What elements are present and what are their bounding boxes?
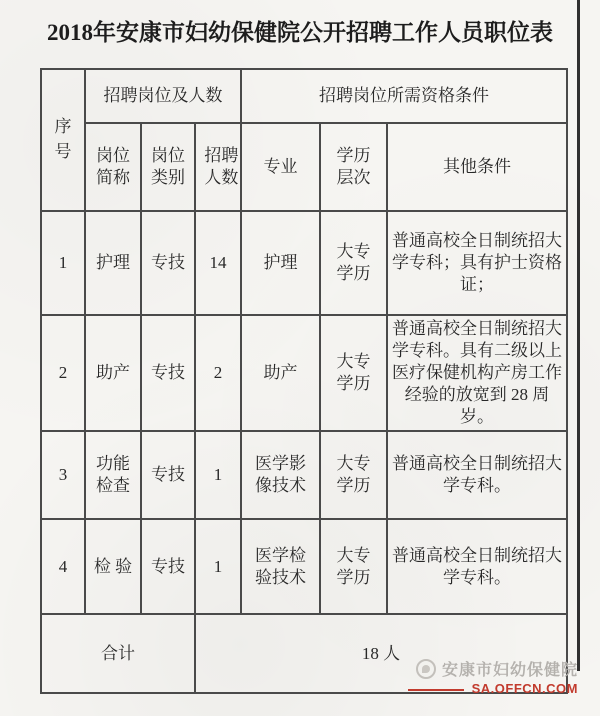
cell-category: 专技 [141,211,195,315]
cell-major-text: 护理 [263,252,298,272]
page-title: 2018年安康市妇幼保健院公开招聘工作人员职位表 [47,20,553,45]
hospital-watermark-text: 安康市妇幼保健院 [441,662,578,679]
cell-post [85,431,141,519]
header-education-label: 学历层次 [336,145,371,187]
cell-seq: 1 [41,211,85,315]
cell-post-text: 功能检查 [96,454,130,496]
cell-major-text: 医学影像技术 [255,454,307,496]
cell-post-text: 助产 [96,363,130,383]
header-category [141,123,195,211]
total-value-cell: 18 人 [195,614,567,693]
cell-seq: 4 [41,519,85,614]
header-group-qualifications: 招聘岗位所需资格条件 [241,69,567,123]
cell-conditions: 普通高校全日制统招大学专科。具有二级以上医疗保健机构产房工作经验的放宽到 28 周岁。 [387,315,567,431]
cell-major [241,431,320,519]
cell-conditions: 普通高校全日制统招大学专科。 [387,519,567,614]
header-group-positions: 招聘岗位及人数 [85,69,241,123]
header-row-groups [41,69,567,123]
photo-edge-line [577,0,580,671]
cell-education [320,315,387,431]
cell-conditions: 普通高校全日制统招大学专科；具有护士资格证； [387,211,567,315]
table-row [41,519,567,614]
header-row-columns [41,123,567,211]
cell-post-text: 检 验 [93,556,133,576]
header-major: 专业 [241,123,320,211]
header-post-label: 岗位简称 [96,145,130,187]
hospital-watermark [0,657,578,680]
cell-education-text: 大专学历 [336,241,371,283]
cell-post [85,519,141,614]
header-count-label: 招聘人数 [204,145,239,187]
site-watermark-text: SA.OFFCN.COM [471,681,578,696]
cell-education-text: 大专学历 [336,545,371,587]
hospital-logo-icon [416,659,436,679]
table-row [41,211,567,315]
header-education [320,123,387,211]
cell-post [85,315,141,431]
header-category-label: 岗位类别 [151,145,185,187]
header-conditions: 其他条件 [387,123,567,211]
cell-count: 1 [195,519,241,614]
table-row [41,431,567,519]
cell-education [320,519,387,614]
cell-education [320,431,387,519]
cell-seq: 3 [41,431,85,519]
header-seq [41,69,85,211]
cell-count: 14 [195,211,241,315]
cell-conditions: 普通高校全日制统招大学专科。 [387,431,567,519]
total-label-cell: 合计 [41,614,195,693]
header-count [195,123,241,211]
red-underline-line [408,689,464,691]
cell-count: 2 [195,315,241,431]
cell-major [241,519,320,614]
cell-category: 专技 [141,519,195,614]
header-post [85,123,141,211]
header-seq-label: 序号 [54,117,72,161]
cell-major-text: 助产 [263,363,298,383]
cell-education [320,211,387,315]
table-row [41,315,567,431]
cell-count: 1 [195,431,241,519]
cell-seq: 2 [41,315,85,431]
site-watermark [0,681,578,696]
cell-major [241,211,320,315]
cell-post-text: 护理 [96,252,130,272]
cell-major-text: 医学检验技术 [255,545,307,587]
recruitment-table [40,68,568,694]
cell-category: 专技 [141,315,195,431]
cell-major [241,315,320,431]
cell-post [85,211,141,315]
cell-education-text: 大专学历 [336,352,371,394]
cell-education-text: 大专学历 [336,454,371,496]
cell-category: 专技 [141,431,195,519]
